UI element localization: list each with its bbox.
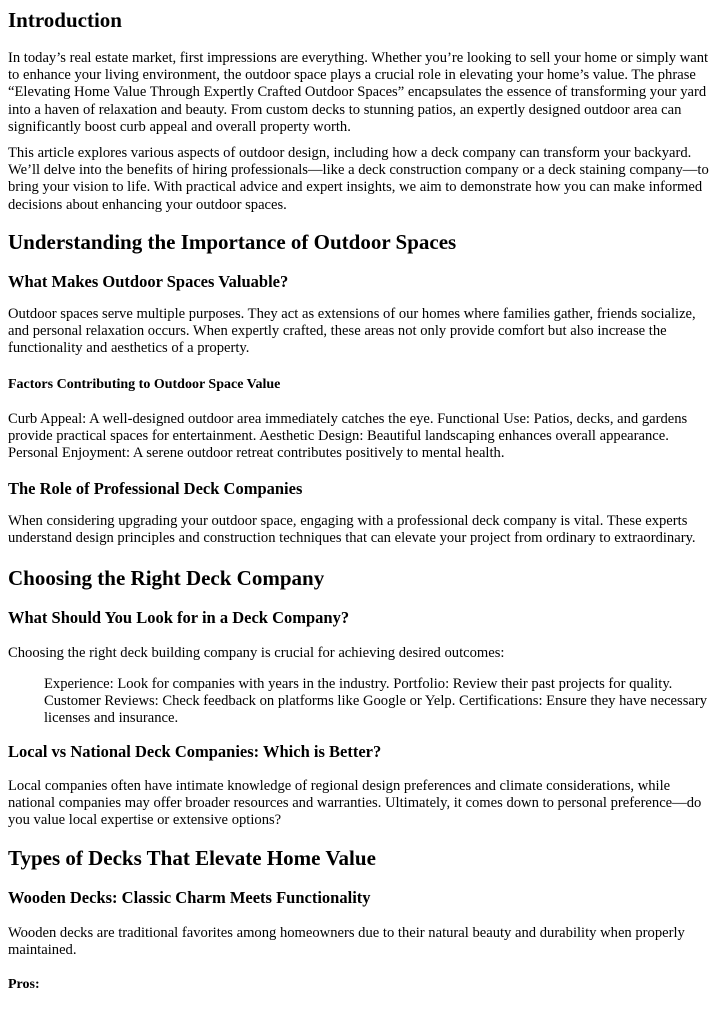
heading-introduction: Introduction xyxy=(8,8,122,32)
text-line: When considering upgrading your outdoor space, engaging with a professional deck company is vital. These experts xyxy=(8,513,688,529)
paragraph-factors xyxy=(8,411,687,463)
heading-role-professional: The Role of Professional Deck Companies xyxy=(8,479,303,498)
text-line: understand design principles and construction techniques that can elevate your project from ordinary to extraordinary. xyxy=(8,530,696,547)
heading-understanding: Understanding the Importance of Outdoor Spaces xyxy=(8,230,457,254)
paragraph-role xyxy=(8,513,696,547)
heading-factors: Factors Contributing to Outdoor Space Value xyxy=(8,377,281,392)
text-line: you value local expertise or extensive options? xyxy=(8,812,282,829)
heading-local-vs-national: Local vs National Deck Companies: Which is Better? xyxy=(8,742,382,761)
list-line: Customer Reviews: Check feedback on platforms like Google or Yelp. Certifications: Ensure they have necessary xyxy=(44,693,708,710)
heading-what-makes-valuable: What Makes Outdoor Spaces Valuable? xyxy=(8,272,289,291)
text-line: to enhance your living environment, the outdoor space plays a crucial role in elevating your home’s value. The phrase xyxy=(8,67,696,84)
heading-pros: Pros: xyxy=(8,977,40,992)
text-line: Outdoor spaces serve multiple purposes. They act as extensions of our homes where families gather, friends socialize, xyxy=(8,306,696,322)
list-line: Experience: Look for companies with years in the industry. Portfolio: Review their past projects for quality. xyxy=(44,676,673,692)
paragraph-intro-2 xyxy=(8,145,709,214)
text-line: Personal Enjoyment: A serene outdoor retreat contributes positively to mental health. xyxy=(8,445,505,462)
paragraph-valuable xyxy=(8,306,696,358)
text-line: provide practical spaces for entertainment. Aesthetic Design: Beautiful landscaping enhances overall appearance. xyxy=(8,428,669,445)
text-line: national companies may offer broader resources and warranties. Ultimately, it comes down to personal preference—do xyxy=(8,795,702,812)
text-line: bring your vision to life. With practical advice and expert insights, we aim to demonstrate how you can make informed xyxy=(8,179,703,196)
text-line: We’ll delve into the benefits of hiring professionals—like a deck construction company or a deck staining company—to xyxy=(8,162,709,179)
text-line: In today’s real estate market, first impressions are everything. Whether you’re looking to sell your home or simply want xyxy=(8,50,709,66)
paragraph-intro-1 xyxy=(8,50,708,136)
list-line: licenses and insurance. xyxy=(44,710,179,727)
text-line: decisions about enhancing your outdoor spaces. xyxy=(8,196,287,213)
text-line: Local companies often have intimate knowledge of regional design preferences and climate considerations, while xyxy=(8,778,671,794)
heading-wooden-decks: Wooden Decks: Classic Charm Meets Functionality xyxy=(8,888,371,907)
text-line: Wooden decks are traditional favorites among homeowners due to their natural beauty and durability when properly xyxy=(8,925,685,941)
text-line: “Elevating Home Value Through Expertly Crafted Outdoor Spaces” encapsulates the essence of transforming your yard xyxy=(8,84,707,101)
text-line: significantly boost curb appeal and overall property worth. xyxy=(8,118,351,135)
paragraph-local-vs-national xyxy=(8,778,701,830)
text-line: Curb Appeal: A well-designed outdoor area immediately catches the eye. Functional Use: Patios, decks, and gardens xyxy=(8,411,688,427)
heading-choosing: Choosing the Right Deck Company xyxy=(8,566,325,590)
list-look-for xyxy=(44,676,707,728)
text-line: maintained. xyxy=(8,942,77,959)
paragraph-look-for: Choosing the right deck building company is crucial for achieving desired outcomes: xyxy=(8,645,505,661)
text-line: into a haven of relaxation and beauty. From custom decks to stunning patios, an expertly designed outdoor area can xyxy=(8,101,682,118)
text-line: and personal relaxation occurs. When expertly crafted, these areas not only provide comfort but also increase the xyxy=(8,323,667,340)
heading-types-of-decks: Types of Decks That Elevate Home Value xyxy=(8,846,376,870)
heading-look-for: What Should You Look for in a Deck Company? xyxy=(8,608,350,627)
text-line: This article explores various aspects of outdoor design, including how a deck company can transform your backyard. xyxy=(8,145,692,161)
text-line: functionality and aesthetics of a property. xyxy=(8,340,250,357)
paragraph-wooden-decks xyxy=(8,925,685,959)
